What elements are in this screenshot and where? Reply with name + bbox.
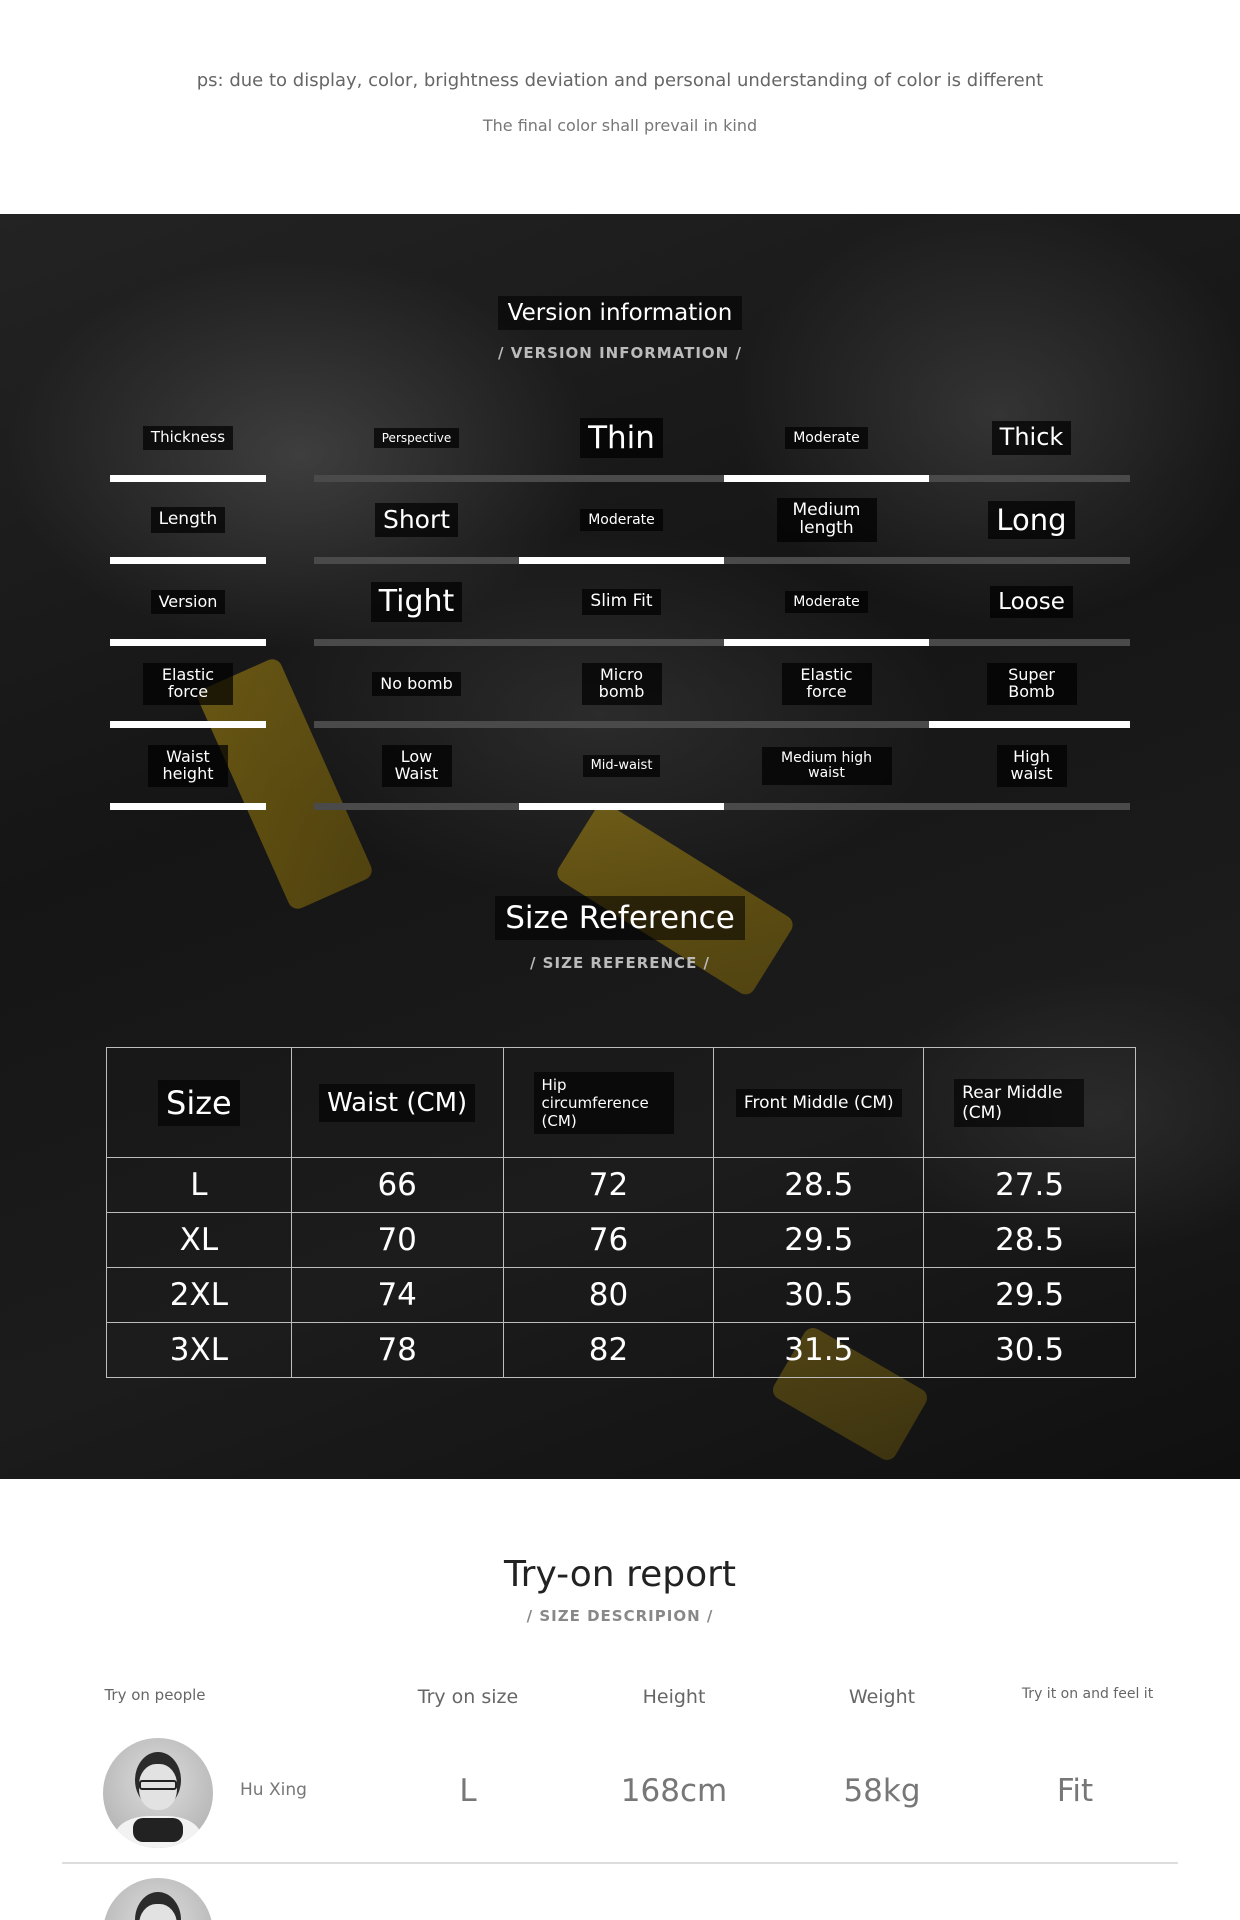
version-option: Low Waist xyxy=(314,730,519,802)
table-cell: L xyxy=(107,1158,292,1213)
table-cell: 28.5 xyxy=(714,1158,924,1213)
table-row xyxy=(107,1323,1136,1378)
table-cell: 29.5 xyxy=(924,1268,1136,1323)
version-option: Perspective xyxy=(314,402,519,474)
size-table xyxy=(106,1047,1136,1378)
option-bar xyxy=(724,721,929,728)
table-cell: 28.5 xyxy=(924,1213,1136,1268)
version-option: Mid-waist xyxy=(519,730,724,802)
version-row-thickness xyxy=(110,402,1130,482)
version-option: Moderate xyxy=(724,402,929,474)
version-title: Version information xyxy=(498,296,743,330)
table-cell: XL xyxy=(107,1213,292,1268)
option-bar xyxy=(314,639,519,646)
option-bar-selected xyxy=(724,639,929,646)
table-cell: 78 xyxy=(291,1323,503,1378)
size-table-header xyxy=(107,1048,1136,1158)
option-bar xyxy=(724,557,929,564)
option-bar xyxy=(929,557,1130,564)
tryon-title: Try-on report xyxy=(503,1554,737,1595)
version-option: Medium length xyxy=(724,484,929,556)
option-bar-selected xyxy=(929,721,1130,728)
version-option: Moderate xyxy=(724,566,929,638)
avatar xyxy=(103,1878,213,1920)
table-row xyxy=(107,1213,1136,1268)
version-title-wrap xyxy=(0,296,1240,330)
version-row-label: Waist height xyxy=(110,730,266,802)
version-row-length xyxy=(110,484,1130,564)
table-cell: 76 xyxy=(503,1213,714,1268)
table-cell: 74 xyxy=(291,1268,503,1323)
table-cell: 82 xyxy=(503,1323,714,1378)
table-cell: 30.5 xyxy=(924,1323,1136,1378)
option-bar-selected xyxy=(519,557,724,564)
version-option: No bomb xyxy=(314,648,519,720)
table-header-cell: Size xyxy=(107,1048,292,1158)
version-option: Medium high waist xyxy=(724,730,929,802)
label-bar xyxy=(110,639,266,646)
label-bar xyxy=(110,475,266,482)
version-option: Elastic force xyxy=(724,648,929,720)
notice-section xyxy=(0,0,1240,214)
version-row-waist xyxy=(110,730,1130,810)
table-header-cell: Hip circumference (CM) xyxy=(503,1048,714,1158)
tryon-header-weight: Weight xyxy=(848,1686,916,1708)
version-option: Thin xyxy=(519,402,724,474)
tryon-section xyxy=(0,1479,1240,1920)
notice-line-2: The final color shall prevail in kind xyxy=(482,116,758,135)
option-bar xyxy=(929,475,1130,482)
size-title: Size Reference xyxy=(495,896,745,940)
table-cell: 31.5 xyxy=(714,1323,924,1378)
version-row-label: Elastic force xyxy=(110,648,266,720)
option-bar-selected xyxy=(724,475,929,482)
tryon-subtitle: / SIZE DESCRIPION / xyxy=(526,1607,714,1625)
option-bar xyxy=(519,475,724,482)
version-option: Tight xyxy=(314,566,519,638)
option-bar xyxy=(929,803,1130,810)
version-option: Super Bomb xyxy=(929,648,1134,720)
info-section xyxy=(0,214,1240,1479)
version-option: Loose xyxy=(929,566,1134,638)
option-bar xyxy=(314,803,519,810)
version-row-elastic xyxy=(110,648,1130,728)
option-bar xyxy=(314,475,519,482)
version-subtitle: / VERSION INFORMATION / xyxy=(498,344,742,362)
version-option: Moderate xyxy=(519,484,724,556)
table-cell: 70 xyxy=(291,1213,503,1268)
option-bar xyxy=(724,803,929,810)
tryon-header-feel: Try it on and feel it xyxy=(1021,1686,1154,1702)
version-option: Slim Fit xyxy=(519,566,724,638)
version-option: Thick xyxy=(929,402,1134,474)
tryon-person-name: Hu Xing xyxy=(240,1780,307,1800)
option-bar xyxy=(929,639,1130,646)
tryon-person-feel: Fit xyxy=(1056,1773,1094,1809)
version-option: Short xyxy=(314,484,519,556)
table-cell: 72 xyxy=(503,1158,714,1213)
table-cell: 2XL xyxy=(107,1268,292,1323)
label-bar xyxy=(110,721,266,728)
version-option: Long xyxy=(929,484,1134,556)
label-bar xyxy=(110,803,266,810)
version-row-label: Version xyxy=(110,566,266,638)
table-row xyxy=(107,1268,1136,1323)
tryon-header-height: Height xyxy=(642,1686,706,1708)
table-header-cell: Front Middle (CM) xyxy=(714,1048,924,1158)
table-cell: 3XL xyxy=(107,1323,292,1378)
option-bar xyxy=(519,721,724,728)
table-cell: 66 xyxy=(291,1158,503,1213)
version-row-version xyxy=(110,566,1130,646)
option-bar xyxy=(519,639,724,646)
row-divider xyxy=(62,1862,1178,1864)
tryon-header-size: Try on size xyxy=(417,1686,519,1708)
size-title-wrap xyxy=(0,896,1240,940)
tryon-person-height: 168cm xyxy=(620,1773,728,1809)
notice-line-1: ps: due to display, color, brightness deviation and personal understanding of color is different xyxy=(196,70,1044,91)
option-bar xyxy=(314,721,519,728)
table-header-cell: Rear Middle (CM) xyxy=(924,1048,1136,1158)
avatar xyxy=(103,1738,213,1848)
label-bar xyxy=(110,557,266,564)
tryon-person-size: L xyxy=(459,1773,477,1809)
table-cell: 30.5 xyxy=(714,1268,924,1323)
option-bar xyxy=(314,557,519,564)
size-subtitle: / SIZE REFERENCE / xyxy=(529,954,711,972)
version-option: High waist xyxy=(929,730,1134,802)
option-bar-selected xyxy=(519,803,724,810)
table-cell: 29.5 xyxy=(714,1213,924,1268)
tryon-person-weight: 58kg xyxy=(843,1773,921,1809)
table-cell: 27.5 xyxy=(924,1158,1136,1213)
version-row-label: Thickness xyxy=(110,402,266,474)
tryon-header-people: Try on people xyxy=(104,1686,206,1704)
version-option: Micro bomb xyxy=(519,648,724,720)
version-row-label: Length xyxy=(110,484,266,556)
table-header-cell: Waist (CM) xyxy=(291,1048,503,1158)
table-cell: 80 xyxy=(503,1268,714,1323)
table-row xyxy=(107,1158,1136,1213)
